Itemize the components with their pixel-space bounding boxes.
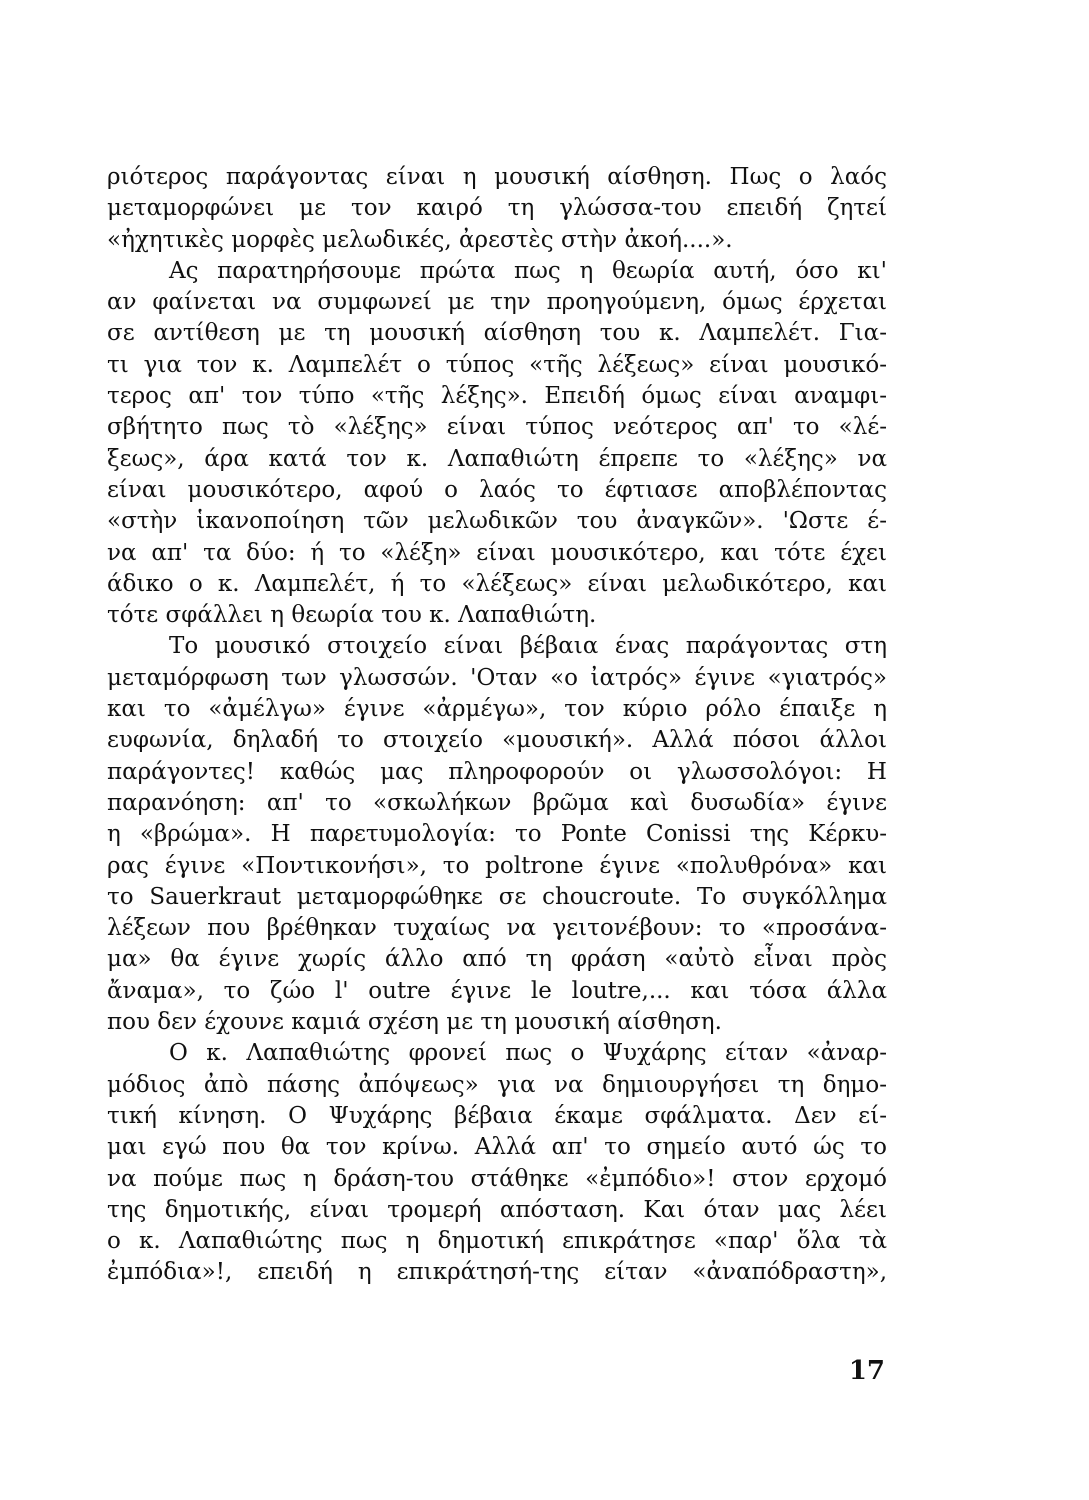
text-line: αν φαίνεται να συμφωνεί με την προηγούμενη, όμως έρχεται [107, 289, 887, 316]
body-text [107, 162, 887, 1289]
text-line: παράγοντες! καθώς μας πληροφορούν οι γλωσσολόγοι: Η [107, 758, 887, 785]
text-line: σβήτητο πως τὸ «λέξης» είναι τύπος νεότερος απ' το «λέ- [107, 414, 887, 441]
text-line: να πούμε πως η δράση-του στάθηκε «ἐμπόδιο»! στον ερχομό [107, 1165, 887, 1192]
text-line: «ἠχητικὲς μορφὲς μελωδικές, ἀρεστὲς στὴν ἀκοή....». [107, 226, 733, 253]
text-line: μόδιος ἀπὸ πάσης ἀπόψεως» για να δημιουργήσει τη δημο- [107, 1071, 887, 1098]
text-line: τι για τον κ. Λαμπελέτ ο τύπος «τῆς λέξεως» είναι μουσικό- [107, 351, 887, 378]
text-line: ρας έγινε «Ποντικονήσι», το poltrone έγινε «πολυθρόνα» και [107, 852, 887, 879]
text-line: τερος απ' τον τύπο «τῆς λέξης». Επειδή όμως είναι αναμφι- [107, 383, 887, 410]
text-line: Το μουσικό στοιχείο είναι βέβαια ένας παράγοντας στη [169, 633, 887, 660]
text-line: το Sauerkraut μεταμορφώθηκε σε choucroute. Το συγκόλλημα [107, 883, 887, 910]
text-line: τική κίνηση. Ο Ψυχάρης βέβαια έκαμε σφάλματα. Δεν εί- [107, 1102, 887, 1129]
text-line: που δεν έχουνε καμιά σχέση με τη μουσική αίσθηση. [107, 1009, 722, 1036]
text-line: Ας παρατηρήσουμε πρώτα πως η θεωρία αυτή, όσο κι' [169, 257, 887, 284]
text-line: ξεως», άρα κατά τον κ. Λαπαθιώτη έπρεπε το «λέξης» να [107, 445, 887, 472]
text-line: και το «ἀμέλγω» έγινε «ἀρμέγω», τον κύριο ρόλο έπαιξε η [107, 696, 887, 723]
text-line: ριότερος παράγοντας είναι η μουσική αίσθηση. Πως ο λαός [107, 164, 887, 190]
text-line: η «βρώμα». Η παρετυμολογία: το Ponte Conissi της Κέρκυ- [107, 821, 887, 848]
text-line: σε αντίθεση με τη μουσική αίσθηση του κ. Λαμπελέτ. Για- [107, 320, 887, 347]
text-line: είναι μουσικότερο, αφού ο λαός το έφτιασε αποβλέποντας [107, 476, 887, 503]
text-line: μαι εγώ που θα τον κρίνω. Αλλά απ' το σημείο αυτό ώς το [107, 1134, 887, 1161]
text-line: ἄναμα», το ζώο l' outre έγινε le loutre,... και τόσα άλλα [107, 977, 887, 1004]
text-line: λέξεων που βρέθηκαν τυχαίως να γειτονέβουν: το «προσάνα- [107, 915, 887, 942]
text-line: τότε σφάλλει η θεωρία του κ. Λαπαθιώτη. [107, 602, 597, 629]
text-line: ἐμπόδια»!, επειδή η επικράτησή-της είταν «ἀναπόδραστη», [107, 1259, 887, 1286]
text-line: «στὴν ἱκανοποίηση τῶν μελωδικῶν του ἀναγκῶν». 'Ωστε έ- [107, 508, 887, 535]
text-line: της δημοτικής, είναι τρομερή απόσταση. Και όταν μας λέει [107, 1196, 887, 1223]
page-number: 17 [848, 1356, 885, 1386]
text-line: παρανόηση: απ' το «σκωλήκων βρῶμα καὶ δυσωδία» έγινε [107, 789, 887, 816]
text-line: ο κ. Λαπαθιώτης πως η δημοτική επικράτησε «παρ' ὅλα τὰ [107, 1228, 887, 1255]
text-line: μα» θα έγινε χωρίς άλλο από τη φράση «αὐτὸ εἶναι πρὸς [107, 946, 887, 973]
text-line: ευφωνία, δηλαδή το στοιχείο «μουσική». Αλλά πόσοι άλλοι [107, 727, 887, 754]
text-line: να απ' τα δύο: ή το «λέξη» είναι μουσικότερο, και τότε έχει [107, 539, 887, 566]
text-line: μεταμορφώνει με τον καιρό τη γλώσσα-του επειδή ζητεί [107, 195, 887, 222]
text-line: μεταμόρφωση των γλωσσών. 'Οταν «ο ἰατρός» έγινε «γιατρός» [107, 664, 887, 691]
text-line: Ο κ. Λαπαθιώτης φρονεί πως ο Ψυχάρης είταν «ἀναρ- [169, 1040, 887, 1067]
text-line: άδικο ο κ. Λαμπελέτ, ή το «λέξεως» είναι μελωδικότερο, και [107, 570, 887, 597]
